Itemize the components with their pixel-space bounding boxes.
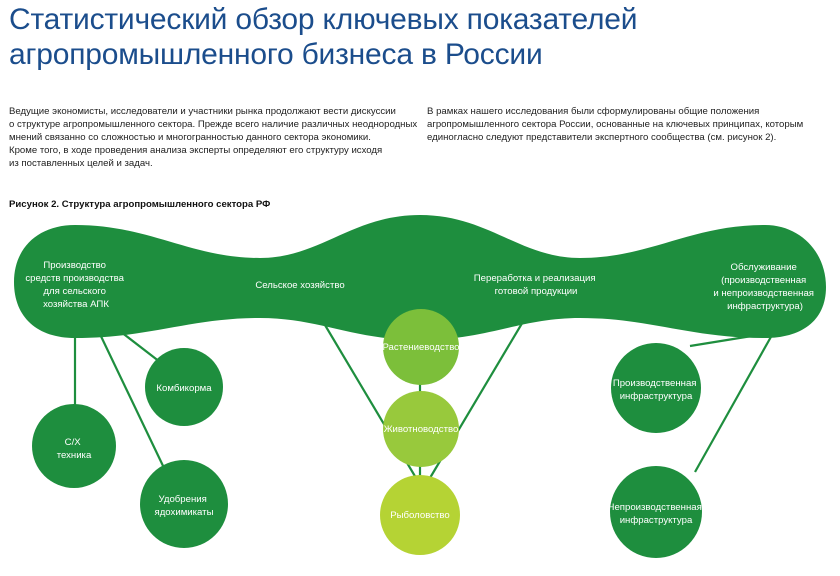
label-line: Переработка и реализация bbox=[473, 273, 596, 284]
node-crop-label bbox=[382, 342, 459, 353]
connector-line bbox=[695, 335, 772, 472]
label-line: (производственная bbox=[721, 275, 807, 286]
label-line: инфраструктура bbox=[619, 391, 693, 402]
intro-left-line: о структуре агропромышленного сектора. Прежде всего наличие различных неоднородных bbox=[9, 119, 418, 130]
title-line-1: Статистический обзор ключевых показателей bbox=[9, 3, 638, 36]
label-line: Удобрения bbox=[158, 494, 207, 505]
label-line: ядохимикаты bbox=[154, 507, 214, 518]
label-line: готовой продукции bbox=[494, 286, 578, 297]
label-line: хозяйства АПК bbox=[43, 299, 109, 310]
title-line-2: агропромышленного бизнеса в России bbox=[9, 38, 543, 71]
node-agriculture-label bbox=[255, 280, 344, 291]
intro-left-line: из поставленных целей и задач. bbox=[9, 158, 153, 169]
label-line: Рыболовство bbox=[390, 510, 450, 521]
label-line: Производственная bbox=[612, 378, 697, 389]
label-line: Комбикорма bbox=[156, 383, 212, 394]
label-line: С/Х bbox=[64, 437, 81, 448]
label-line: Сельское хозяйство bbox=[255, 280, 345, 291]
label-line: инфраструктура bbox=[619, 515, 693, 526]
label-line: Обслуживание bbox=[730, 262, 797, 273]
node-livestock-label bbox=[384, 424, 459, 435]
label-line: для сельского bbox=[43, 286, 106, 297]
label-line: Животноводство bbox=[383, 424, 459, 435]
intro-left-line: Ведущие экономисты, исследователи и участники рынка продолжают вести дискуссии bbox=[9, 106, 396, 117]
label-line: средств производства bbox=[25, 273, 124, 284]
figure-caption: Рисунок 2. Структура агропромышленного сектора РФ bbox=[9, 199, 271, 210]
node-feed-label bbox=[156, 383, 212, 394]
label-line: инфраструктура) bbox=[727, 301, 803, 312]
intro-right-line: агропромышленного сектора России, основанные на ключевых принципах, которым bbox=[427, 119, 804, 130]
intro-right-line: единогласно следуют представители экспертного сообщества (см. рисунок 2). bbox=[427, 132, 777, 143]
intro-left-line: Кроме того, в ходе проведения анализа эксперты определяют его структуру исходя bbox=[9, 145, 383, 156]
node-fishery-label bbox=[390, 510, 449, 521]
label-line: Непроизводственная bbox=[607, 502, 702, 513]
label-line: и непроизводственная bbox=[713, 288, 814, 299]
intro-right-line: В рамках нашего исследования были сформулированы общие положения bbox=[427, 106, 760, 117]
label-line: техника bbox=[56, 450, 92, 461]
intro-left-line: мнений связанно со сложностью и многогранностью данного сектора экономики. bbox=[9, 132, 371, 143]
label-line: Производство bbox=[43, 260, 106, 271]
label-line: Растениеводство bbox=[382, 342, 460, 353]
